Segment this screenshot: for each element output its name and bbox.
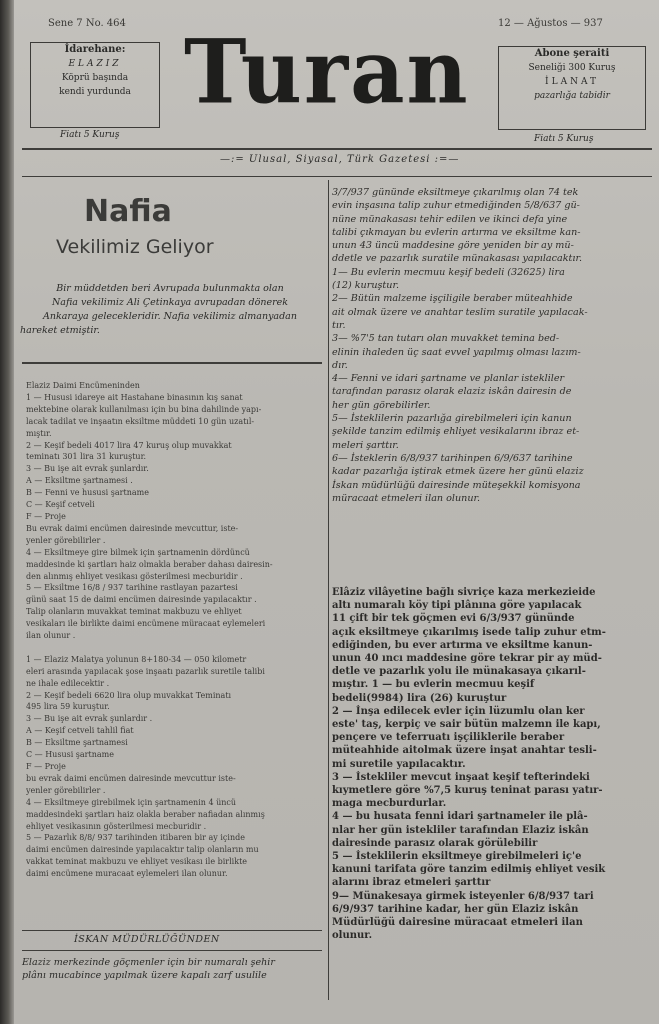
header-rule bbox=[22, 148, 652, 150]
text-line: Talip olanların muvakkat teminat makbuzu ve ehliyet bbox=[26, 607, 242, 617]
address-label: İdarehane: bbox=[64, 44, 126, 55]
text-line: F — Proje bbox=[26, 511, 66, 521]
text-line: açık eksiltmeye çıkarılmış isede talip zuhur etm- bbox=[332, 626, 606, 638]
text-line: mıştır. 1 — bu evlerin mecmuu keşif bbox=[332, 679, 535, 691]
text-line: maddesinde ki şartları haiz olmakla beraber dahası dairesin- bbox=[26, 559, 273, 569]
text-line: unun 43 üncü maddesine göre yeniden bir ay mü- bbox=[332, 240, 574, 252]
text-line: daimi encümen dairesinde yapılacaktır talip olanların mu bbox=[26, 845, 259, 855]
text-line: altı numaralı köy tipi plânına göre yapılacak bbox=[332, 600, 582, 612]
text-line: müteahhide aitolmak üzere inşat anahtar tesli- bbox=[332, 745, 597, 757]
article-rule bbox=[22, 362, 322, 364]
text-line: bu evrak daimi encümen dairesinde mevcuttur iste- bbox=[26, 773, 236, 783]
text-line: tır. bbox=[332, 319, 346, 331]
text-line: 2— Bütün malzeme işçiligile beraber müteahhide bbox=[332, 293, 573, 305]
text-line: Elâziz vilâyetine bağlı sivriçe kaza merkezieide bbox=[332, 587, 596, 598]
text-line: 2 — İnşa edilecek evler için lüzumlu olan ker bbox=[332, 705, 585, 717]
headline-nafia: Nafia bbox=[84, 194, 172, 229]
lead-paragraph bbox=[20, 282, 320, 338]
text-line: müracaat etmeleri ilan olunur. bbox=[332, 492, 481, 504]
text-line: 3/7/937 gününde eksiltmeye çıkarılmış olan 74 tek bbox=[332, 187, 579, 198]
text-line: 5— İsteklilerin pazarlığa girebilmeleri için kanun bbox=[332, 413, 572, 425]
text-line: daimi encümene muracaat eylemeleri ilan olunur. bbox=[26, 869, 228, 879]
text-line: 9— Münakesaya girmek isteyenler 6/8/937 tari bbox=[332, 890, 594, 902]
text-line: dairesinde parasız olarak görülebilir bbox=[332, 837, 538, 849]
address-box bbox=[30, 42, 160, 128]
left-notice bbox=[26, 380, 322, 880]
lead-line: hareket etmiştir. bbox=[20, 325, 100, 336]
text-line: evin inşasına talip zuhur etmediğinden 5/8/637 gü- bbox=[332, 200, 580, 212]
text-line: ehliyet vesikasının gösterilmesi mecburidir . bbox=[26, 821, 207, 831]
text-line: 4 — Eksiltmeye gire bilmek için şartnamenin dördüncü bbox=[26, 547, 250, 557]
text-line: teminatı 301 lira 31 kuruştur. bbox=[26, 452, 147, 462]
text-line: vesikaları ile birlikte daimi encümene müracaat eylemeleri bbox=[26, 619, 266, 629]
text-line: C — Hususi şartname bbox=[26, 750, 114, 760]
lead-line: Bir müddetden beri Avrupada bulunmakta olan bbox=[56, 283, 284, 294]
text-line: 3 — İstekliler mevcut inşaat keşif tefterindeki bbox=[332, 771, 590, 783]
text-line: kadar pazarlığa iştirak etmek üzere her günü elaziz bbox=[332, 466, 584, 478]
text-line bbox=[26, 642, 322, 654]
subscription-label: Abone şeraiti bbox=[534, 48, 610, 59]
text-line: 3 — Bu işe ait evrak şunlardır . bbox=[26, 714, 153, 724]
text-line: eleri arasında yapılacak şose inşaatı pazarlık suretile talibi bbox=[26, 666, 265, 676]
paper-subtitle: —:= Ulusal, Siyasal, Türk Gazetesi :=— bbox=[220, 154, 460, 165]
text-line: talibi çıkmayan bu evlerin artırma ve eksiltme kan- bbox=[332, 226, 581, 238]
lead-line: Nafia vekilimiz Ali Çetinkaya avrupadan dönerek bbox=[51, 297, 288, 308]
bottom-line: plânı mucabince yapılmak üzere kapalı zarf usulile bbox=[22, 970, 267, 981]
subtitle-rule bbox=[22, 176, 652, 177]
ads-label: İLANAT bbox=[545, 77, 599, 87]
text-line: meleri şarttır. bbox=[332, 439, 399, 451]
text-line: maddesindeki şartları haiz olakla beraber nafiadan alınmış bbox=[26, 809, 265, 819]
bottom-line: Elaziz merkezinde göçmenler için bir numaralı şehir bbox=[22, 957, 275, 968]
right-notice-1 bbox=[332, 186, 652, 505]
text-line: ne ihale edilecektir . bbox=[26, 678, 110, 688]
text-line: İskan müdürlüğü dairesinde müteşekkil komisyona bbox=[332, 479, 581, 491]
text-line: ait olmak üzere ve anahtar teslim suratile yapılacak- bbox=[332, 306, 588, 318]
text-line: 5 — Eksiltme 16/8 / 937 tarihine rastlayan pazartesi bbox=[26, 583, 238, 593]
iskan-rule bbox=[22, 950, 322, 951]
text-line: este' taş, kerpiç ve sair bütün malzemn ile kapı, bbox=[332, 719, 601, 731]
text-line: nlar her gün istekliler tarafından Elaziz iskân bbox=[332, 824, 589, 836]
text-line: Elaziz Daimi Encümeninden bbox=[26, 381, 140, 390]
address-line-2: kendi yurdunda bbox=[59, 87, 131, 97]
text-line: tarafından parasız olarak elaziz iskân dairesin de bbox=[332, 386, 572, 398]
text-line: bedeli(9984) lira (26) kuruştur bbox=[332, 692, 507, 704]
bottom-left-notice bbox=[22, 956, 322, 982]
text-line: F — Proje bbox=[26, 762, 66, 771]
text-line: elinin ihaleden üç saat evvel yapılmış olması lazım- bbox=[332, 346, 581, 358]
text-line: mıştır. bbox=[26, 428, 52, 438]
text-line: 495 lira 59 kuruştur. bbox=[26, 702, 110, 712]
text-line: 1 — Hususi idareye ait Hastahane binasının kış sanat bbox=[26, 392, 243, 402]
ads-terms: pazarlığa tabidir bbox=[534, 91, 610, 101]
headline-vekil: Vekilimiz Geliyor bbox=[56, 236, 214, 258]
text-line: ddetle ve pazarlık suratile münakasası yapılacaktır. bbox=[332, 253, 583, 265]
text-line: 11 çift bir tek göçmen evi 6/3/937 gününde bbox=[332, 613, 575, 625]
text-line: 6— İsteklerin 6/8/937 tarihinpen 6/9/637 tarihine bbox=[332, 452, 573, 464]
text-line: kıymetlere göre %7,5 kuruş teninat parası yatır- bbox=[332, 785, 603, 797]
text-line: B — Eksiltme şartnamesi bbox=[26, 738, 128, 748]
text-line: 4 — bu husata fenni idari şartnameler ile plâ- bbox=[332, 811, 588, 823]
text-line: ediğinden, bu ever artırma ve eksiltme kanun- bbox=[332, 639, 593, 651]
text-line: detle ve pazarlık yolu ile münakasaya çıkarıl- bbox=[332, 666, 586, 678]
subscription-price: Seneliği 300 Kuruş bbox=[528, 63, 616, 73]
text-line: 5 — Pazarlık 8/8/ 937 tarihinden itibaren bir ay içinde bbox=[26, 833, 245, 843]
text-line: yenler görebilirler . bbox=[26, 535, 106, 545]
right-price: Fiatı 5 Kuruş bbox=[534, 134, 594, 144]
text-line: A — Keşif cetveli tahlil fiat bbox=[26, 726, 134, 736]
text-line: 1— Bu evlerin mecmuu keşif bedeli (32625) lira bbox=[332, 266, 565, 278]
newspaper-page bbox=[14, 0, 659, 1024]
text-line: unun 40 ıncı maddesine göre tekrar pir ay müd- bbox=[332, 653, 602, 665]
text-line: yenler görebilirler . bbox=[26, 785, 106, 795]
text-line: alarını ibraz etmeleri şarttır bbox=[332, 877, 491, 889]
text-line: dır. bbox=[332, 359, 348, 371]
text-line: ilan olunur . bbox=[26, 631, 76, 641]
iskan-heading: İSKAN MÜDÜRLÜĞÜNDEN bbox=[74, 934, 220, 945]
text-line: vakkat teminat makbuzu ve ehliyet vesikası ile birlikte bbox=[26, 857, 248, 867]
text-line: olunur. bbox=[332, 930, 373, 942]
text-line: den alınmış ehliyet vesikası gösterilmesi mecburidir . bbox=[26, 571, 243, 581]
left-price: Fiatı 5 Kuruş bbox=[60, 130, 120, 140]
text-line: 1 — Elaziz Malatya yolunun 8+180-34 — 050 kilometr bbox=[26, 654, 247, 664]
right-notice-2 bbox=[332, 586, 652, 942]
text-line: lacak tadilat ve inşaatın eksiltme müddeti 10 gün uzatıl- bbox=[26, 416, 255, 426]
masthead-title: Turan bbox=[184, 19, 470, 124]
text-line: B — Fenni ve hususi şartname bbox=[26, 488, 149, 498]
text-line: Bu evrak daimi encümen dairesinde mevcuttur, iste- bbox=[26, 523, 239, 533]
column-divider bbox=[328, 180, 329, 1000]
text-line: 2 — Keşif bedeli 4017 lira 47 kuruş olup muvakkat bbox=[26, 440, 232, 450]
text-line: her gün görebilirler. bbox=[332, 399, 431, 411]
text-line: pençere ve teferruatı işçiliklerile beraber bbox=[332, 732, 565, 744]
text-line: kanuni tarifata göre tanzim edilmiş ehliyet vesik bbox=[332, 864, 606, 876]
notice-rule bbox=[22, 930, 322, 931]
text-line: C — Keşif cetveli bbox=[26, 500, 95, 510]
text-line: maga mecburdurlar. bbox=[332, 798, 447, 810]
binding-spine bbox=[0, 0, 14, 1024]
text-line: 4— Fenni ve idari şartname ve planlar istekliler bbox=[332, 373, 565, 385]
text-line: günü saat 15 de daimi encümen dairesinde yapılacaktır . bbox=[26, 595, 257, 605]
text-line: 5 — İsteklilerin eksiltmeye girebilmeleri iç'e bbox=[332, 851, 582, 863]
issue-number: Sene 7 No. 464 bbox=[48, 18, 126, 29]
text-line: 3 — Bu işe ait evrak şunlardır. bbox=[26, 464, 149, 474]
text-line: şekilde tanzim edilmiş ehliyet vesikalarını ibraz et- bbox=[332, 426, 580, 438]
address-city: ELAZIZ bbox=[68, 59, 122, 69]
text-line: mektebine olarak kullanılması için bu bina dahilinde yapı- bbox=[26, 404, 262, 414]
text-line: 2 — Keşif bedeli 6620 lira olup muvakkat Teminatı bbox=[26, 690, 232, 700]
text-line: nüne münakasası tehir edilen ve ikinci defa yine bbox=[332, 213, 568, 225]
text-line: 6/9/937 tarihine kadar, her gün Elaziz iskân bbox=[332, 903, 579, 915]
text-line: A — Eksiltme şartnamesi . bbox=[26, 476, 133, 486]
lead-line: Ankaraya gelecekleridir. Nafia vekilimiz almanyadan bbox=[43, 311, 297, 322]
issue-date: 12 — Ağustos — 937 bbox=[498, 18, 603, 29]
address-line-1: Köprü başında bbox=[61, 73, 129, 83]
text-line: Müdürlüğü dairesine müracaat etmeleri ilan bbox=[332, 917, 583, 929]
subscription-box bbox=[498, 46, 646, 130]
text-line: 4 — Eksiltmeye girebilmek için şartnamenin 4 üncü bbox=[26, 797, 237, 807]
text-line: (12) kuruştur. bbox=[332, 280, 400, 292]
text-line: mi suretile yapılacaktır. bbox=[332, 758, 466, 770]
text-line: 3— %7'5 tan tutarı olan muvakket temina bed- bbox=[332, 333, 560, 345]
